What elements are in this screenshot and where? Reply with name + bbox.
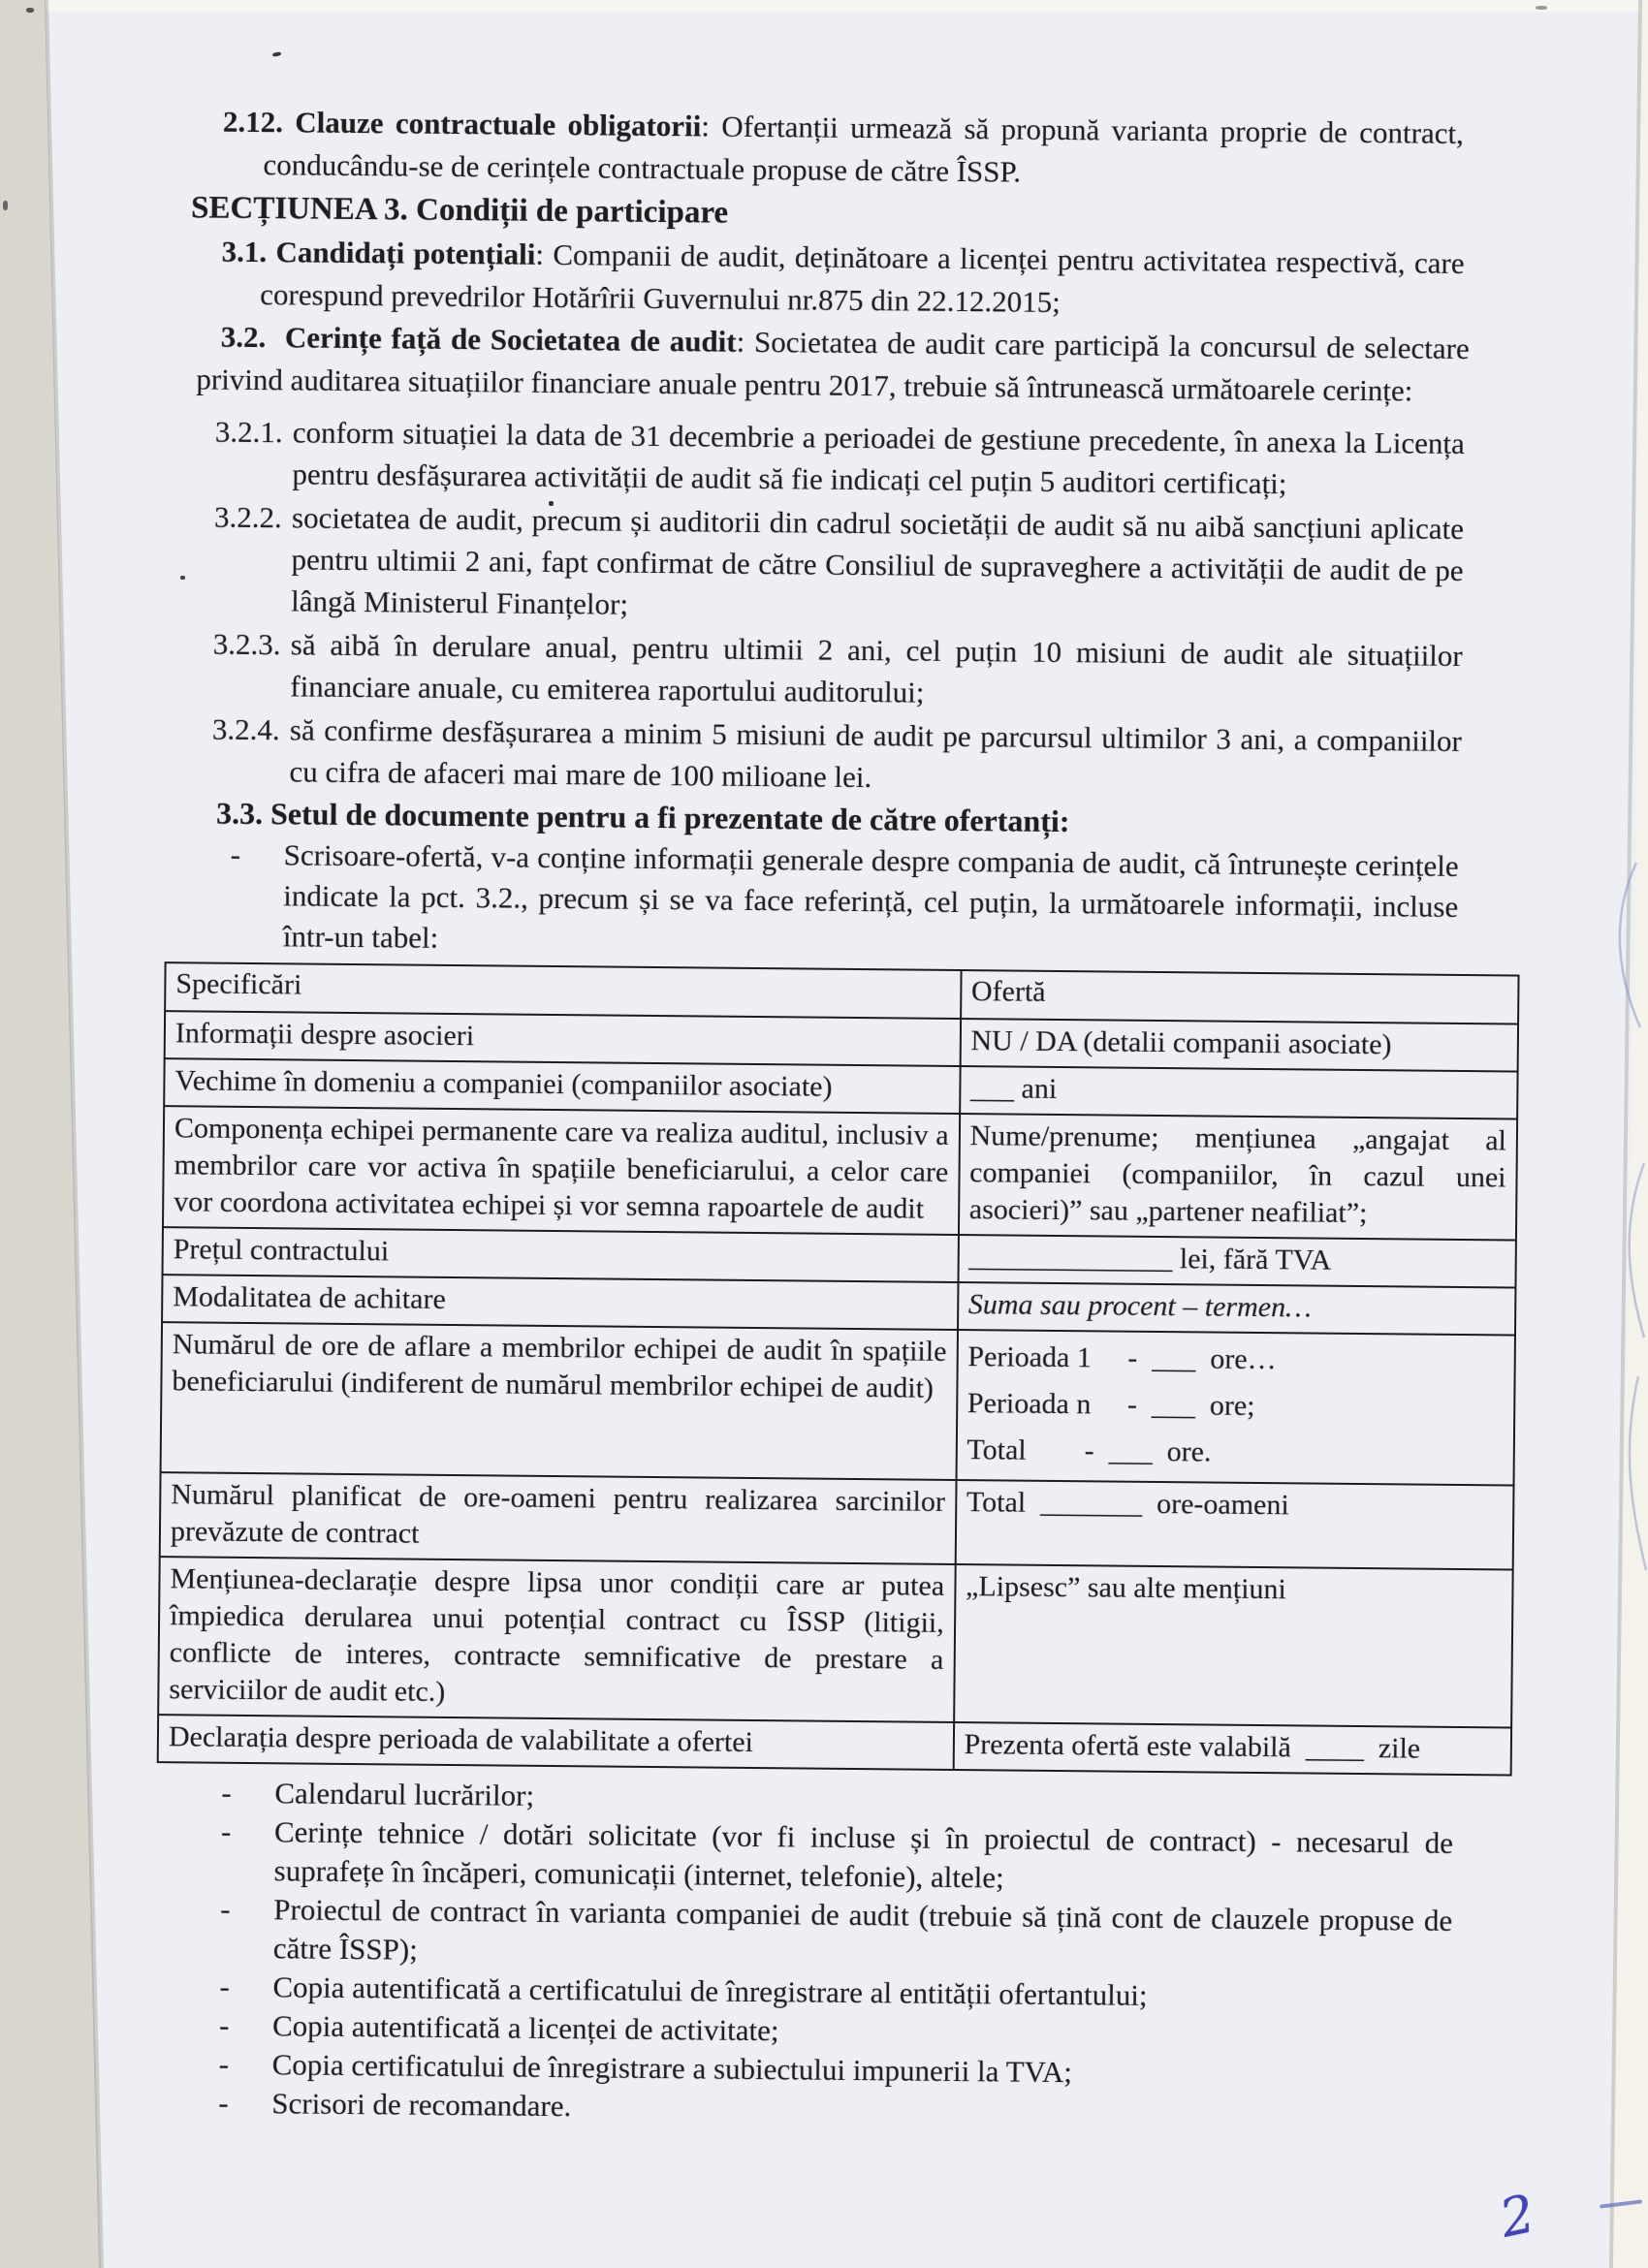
clause-3-1 — [171, 230, 1527, 328]
requirement-3-2-2 — [168, 495, 1524, 633]
spec-cell: Mențiunea-declarație despre lipsa unor condiții care ar putea împiedica derularea unui potențial contract cu ÎSSP (litigii, conflicte de interes, contracte semnificative de prestare a serviciilor de audit etc.) — [158, 1557, 955, 1722]
scan-speck — [1536, 6, 1547, 10]
requirement-3-2-4 — [166, 708, 1522, 803]
document-item-text: Cerințe tehnice / dotări solicitate (vor fi incluse și în proiectul de contract) - necesarul de suprafețe în încăperi, comunicații (internet, telefonie), altele; — [273, 1814, 1454, 1895]
spec-cell: Prețul contractului — [163, 1227, 959, 1282]
document-item-text: Copia autentificată a licenței de activitate; — [271, 2008, 779, 2048]
bullet-dash: - — [220, 1813, 232, 1848]
spec-cell: Declarația despre perioada de valabilitate a ofertei — [158, 1715, 954, 1770]
document-item-text: Calendarul lucrărilor; — [274, 1776, 535, 1812]
bullet-dash: - — [218, 2085, 229, 2120]
section-3-heading: SECȚIUNEA 3. Condiții de participare — [190, 190, 729, 231]
offer-cell: Suma sau procent – termen… — [958, 1282, 1516, 1336]
offer-cell: Prezenta ofertă este valabilă ____ zile — [953, 1722, 1511, 1776]
documents-list — [153, 1773, 1511, 2134]
requirement-text: conform situației la data de 31 decembrie a perioadei de gestiune precedente, în anexa la Licența pentru desfășurarea activității de audit să fie indicați cel puțin 5 auditori certificați; — [292, 415, 1465, 501]
clause-3-2-text: : Societatea de audit care participă la concursul de selectare privind auditarea situațiilor financiare anuale pentru 2017, trebuie să întrunească următoarele cerințe: — [196, 324, 1470, 408]
heading-3-3: 3.3. Setul de documente pentru a fi prezentate de către ofertanți: — [215, 795, 1070, 839]
spec-cell: Numărul de ore de aflare a membrilor echipei de audit în spațiile beneficiarului (indiferent de numărul membrilor echipei de audit) — [161, 1322, 958, 1480]
offer-header-cell: Ofertă — [961, 970, 1519, 1024]
bullet-dash: - — [219, 1969, 230, 2003]
offer-line: Perioada n - ___ ore; — [967, 1387, 1255, 1422]
requirement-3-2-1 — [169, 410, 1525, 506]
offer-cell — [956, 1330, 1515, 1486]
offer-cell: NU / DA (detalii companii asociate) — [960, 1019, 1518, 1072]
table-row — [161, 1322, 1515, 1485]
spec-cell: Informații despre asocieri — [165, 1011, 961, 1066]
scan-speck — [3, 201, 8, 210]
spec-header-cell: Specificări — [165, 962, 961, 1019]
item-number: 3.2.4. — [211, 711, 280, 747]
document-item — [155, 1811, 1511, 1902]
item-number: 3.2.1. — [214, 414, 283, 450]
requirement-3-2-3 — [167, 622, 1523, 718]
offer-cell: „Lipsesc” sau alte mențiuni — [954, 1564, 1513, 1728]
clause-2-12-text: : Ofertanții urmează să propună varianta proprie de contract, conducându-se de cerințele contractuale propuse de către ÎSSP. — [263, 109, 1465, 189]
spec-cell: Vechime în domeniu a companiei (companiilor asociate) — [164, 1058, 960, 1114]
clause-2-12 — [172, 100, 1528, 198]
clause-3-2 — [170, 315, 1526, 413]
specifications-table — [157, 961, 1520, 1776]
clause-3-2-label: 3.2. Cerințe față de Societatea de audit — [220, 319, 737, 359]
bullet-dash: - — [221, 1775, 232, 1810]
item-number: 3.2.3. — [212, 626, 281, 662]
offer-cell: Total _______ ore-oameni — [955, 1480, 1513, 1570]
requirement-text: să aibă în derulare anual, pentru ultimii 2 ani, cel puțin 10 misiuni de audit ale situațiilor financiare anuale, cu emiterea raportului auditorului; — [290, 627, 1463, 709]
document-item-text: Copia autentificată a certificatului de înregistrare al entității ofertantului; — [272, 1969, 1148, 2012]
bullet-dash: - — [230, 836, 241, 871]
page-number-handwritten: 2 — [1494, 2183, 1540, 2250]
bullet-dash: - — [218, 2007, 230, 2042]
scan-speck — [26, 8, 34, 13]
table-row — [160, 1472, 1514, 1569]
offer-cell: ______________ lei, fără TVA — [958, 1235, 1516, 1288]
offer-cell: Nume/prenume; mențiunea „angajat al companiei (companiilor, în cazul unei asocieri)” sau „partener neafiliat”; — [959, 1114, 1518, 1241]
table-row — [158, 1557, 1513, 1727]
document-page — [153, 0, 1529, 2135]
offer-line: Perioada 1 - ___ ore… — [967, 1340, 1277, 1376]
requirement-text: societatea de audit, precum și auditorii din cadrul societății de audit să nu aibă sancțiuni aplicate pentru ultimii 2 ani, fapt confirmat de către Consiliul de supraveghere a activității de audit de pe lângă Ministerul Finanțelor; — [291, 500, 1465, 621]
item-number: 3.2.2. — [213, 499, 282, 535]
spec-cell: Numărul planificat de ore-oameni pentru realizarea sarcinilor prevăzute de contract — [160, 1472, 956, 1564]
offer-letter-text: Scrisoare-ofertă, v-a conține informații generale despre compania de audit, că întrunește cerințele indicate la pct. 3.2., precum și se va face referință, cel puțin, la următoarele informații, incluse într-un tabel: — [282, 837, 1459, 955]
table-row — [163, 1106, 1517, 1240]
bullet-dash: - — [220, 1891, 231, 1926]
requirement-text: să confirme desfășurarea a minim 5 misiuni de audit pe parcursul ultimilor 3 ani, a companiilor cu cifra de afaceri mai mare de 100 milioane lei. — [289, 712, 1463, 795]
bullet-dash: - — [218, 2046, 230, 2081]
offer-cell: ___ ani — [960, 1066, 1518, 1119]
ink-bleedthrough-marks — [1580, 834, 1648, 1803]
spec-cell: Modalitatea de achitare — [162, 1275, 958, 1330]
document-item-text: Scrisori de recomandare. — [271, 2086, 572, 2124]
document-item — [155, 1889, 1511, 1979]
offer-letter-bullet — [165, 834, 1521, 968]
clause-2-12-label: 2.12. Clauze contractuale obligatorii — [222, 104, 702, 143]
clause-3-1-text: : Companii de audit, deținătoare a licenței pentru activitatea respectivă, care corespund prevedrilor Hotărîrii Guvernului nr.875 din 22.12.2015; — [260, 236, 1465, 319]
document-item-text: Proiectul de contract în varianta companiei de audit (trebuie să țină cont de clauzele propuse de către ÎSSP); — [272, 1892, 1453, 1967]
offer-line: Total - ___ ore. — [967, 1433, 1212, 1468]
clause-3-1-label: 3.1. Candidați potențiali — [221, 234, 536, 271]
spec-cell: Componența echipei permanente care va realiza auditul, inclusiv a membrilor care vor activa în spațiile beneficiarului, a celor care vor coordona activitatea echipei și vor semna rapoartele de audit — [163, 1106, 960, 1235]
document-item-text: Copia certificatului de înregistrare a subiectului impunerii la TVA; — [271, 2047, 1073, 2090]
